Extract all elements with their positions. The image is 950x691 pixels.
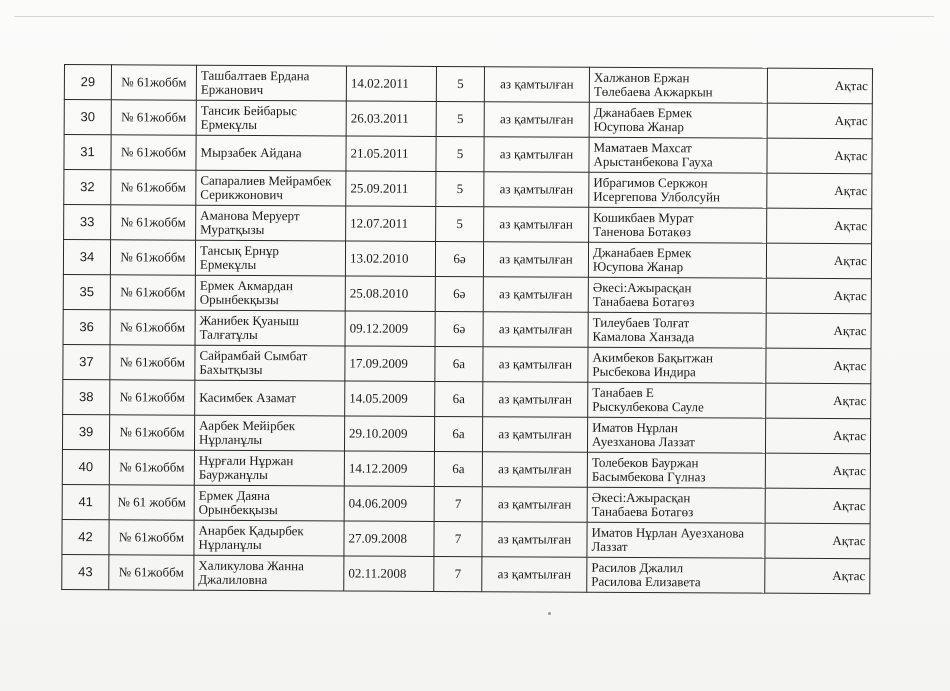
- school-cell: № 61жоббм: [111, 65, 196, 100]
- parent-name-line: Төлебаева Акжаркын: [593, 83, 713, 100]
- table-row: [62, 414, 870, 453]
- roster-body: [62, 65, 873, 594]
- place-cell: Ақтас: [765, 453, 870, 489]
- student-name-line: Сапаралиев Мейрамбек: [200, 172, 332, 189]
- student-name-line: Нұрланұлы: [198, 431, 263, 448]
- birth-date-cell: 14.05.2009: [345, 381, 435, 416]
- school-cell: № 61жоббм: [110, 380, 195, 415]
- parent-name-line: Таненова Ботакөз: [593, 223, 692, 240]
- row-number-cell: 31: [64, 135, 111, 170]
- row-number-cell: 41: [62, 484, 109, 519]
- birth-date-cell: 14.02.2011: [346, 66, 436, 101]
- status-cell: аз қамтылған: [482, 452, 587, 488]
- student-roster-table: [61, 64, 873, 594]
- place-cell: Ақтас: [766, 243, 871, 279]
- student-name-cell: [196, 205, 346, 241]
- status-cell: аз қамтылған: [484, 102, 589, 138]
- student-name-line: Ташбалтаев Ердана: [200, 67, 310, 84]
- parents-cell: [587, 452, 765, 488]
- parents-cell: [589, 207, 767, 243]
- student-name-line: Аманова Меруерт: [200, 207, 300, 224]
- school-cell: № 61жоббм: [109, 415, 194, 450]
- table-row: [64, 100, 872, 139]
- table-row: [62, 484, 870, 523]
- student-name-line: Касимбек Азамат: [199, 389, 296, 406]
- place-cell: Ақтас: [767, 68, 872, 104]
- student-name-line: Халикулова Жанна: [198, 557, 304, 574]
- grade-cell: 6ә: [435, 311, 483, 346]
- parent-name-line: Расилов Джалил: [591, 559, 684, 576]
- table-row: [64, 170, 872, 209]
- parent-name-line: Расилова Елизавета: [591, 573, 701, 590]
- grade-cell: 6а: [435, 346, 483, 381]
- grade-cell: 6ә: [435, 276, 483, 311]
- grade-cell: 5: [436, 101, 484, 136]
- grade-cell: 6а: [434, 416, 482, 451]
- table-row: [63, 344, 871, 383]
- place-cell: Ақтас: [767, 103, 872, 139]
- birth-date-cell: 29.10.2009: [344, 416, 434, 451]
- place-cell: Ақтас: [765, 558, 870, 594]
- parent-name-line: Арыстанбекова Гауха: [593, 153, 713, 170]
- parent-name-line: Акимбеков Бақытжан: [592, 349, 713, 366]
- student-name-cell: [194, 520, 344, 556]
- status-cell: аз қамтылған: [483, 347, 588, 383]
- parents-cell: [589, 172, 767, 208]
- table-row: [63, 379, 871, 418]
- student-name-line: Мырзабек Айдана: [200, 144, 302, 161]
- school-cell: № 61жоббм: [109, 450, 194, 485]
- parent-name-line: Ибрагимов Серкжон: [593, 174, 708, 191]
- place-cell: Ақтас: [765, 523, 870, 559]
- birth-date-cell: 02.11.2008: [344, 556, 434, 591]
- row-number-cell: 34: [63, 240, 110, 275]
- grade-cell: 5: [436, 66, 484, 101]
- parents-cell: [588, 242, 766, 278]
- parent-name-line: Танабаева Ботагөз: [592, 293, 695, 310]
- parents-cell: [589, 102, 767, 138]
- student-name-line: Анарбек Қадырбек: [198, 522, 304, 539]
- birth-date-cell: 13.02.2010: [345, 241, 435, 276]
- student-name-cell: [196, 100, 346, 136]
- table-row: [63, 240, 871, 279]
- student-name-line: Тансик Бейбарыс: [200, 102, 298, 119]
- place-cell: Ақтас: [765, 488, 870, 524]
- parent-name-line: Рысбекова Индира: [592, 363, 696, 380]
- table-row: [64, 65, 872, 104]
- row-number-cell: 43: [62, 554, 109, 589]
- student-name-cell: [194, 450, 344, 486]
- parent-name-line: Халжанов Ержан: [593, 69, 690, 86]
- student-name-line: Нұрланұлы: [198, 536, 262, 553]
- status-cell: аз қамтылған: [483, 242, 588, 278]
- student-name-line: Жанибек Қуаныш: [199, 312, 299, 329]
- school-cell: № 61жоббм: [109, 555, 194, 590]
- parent-name-line: Әкесі:Ажырасқан: [592, 279, 692, 296]
- row-number-cell: 30: [64, 100, 111, 135]
- row-number-cell: 37: [63, 344, 110, 379]
- parent-name-line: Кошикбаев Мурат: [593, 209, 694, 226]
- parent-name-line: Басымбекова Гүлназ: [591, 468, 706, 485]
- row-number-cell: 42: [62, 519, 109, 554]
- row-number-cell: 35: [63, 274, 110, 309]
- status-cell: аз қамтылған: [483, 312, 588, 348]
- row-number-cell: 33: [64, 205, 111, 240]
- birth-date-cell: 09.12.2009: [345, 311, 435, 346]
- row-number-cell: 39: [62, 414, 109, 449]
- grade-cell: 7: [434, 521, 482, 556]
- parent-name-line: Танабаев Е: [592, 384, 654, 401]
- parent-name-line: Тилеубаев Толғат: [592, 314, 690, 331]
- parent-name-line: Иматов Нұрлан: [592, 419, 678, 436]
- birth-date-cell: 27.09.2008: [344, 521, 434, 556]
- parents-cell: [589, 67, 767, 103]
- parents-cell: [588, 312, 766, 348]
- student-name-line: Орынбекқызы: [199, 291, 279, 308]
- grade-cell: 5: [436, 206, 484, 241]
- student-name-line: Джалиловна: [198, 571, 268, 588]
- place-cell: Ақтас: [766, 313, 871, 349]
- student-name-line: Муратқызы: [200, 221, 265, 238]
- status-cell: аз қамтылған: [483, 277, 588, 313]
- school-cell: № 61 жоббм: [109, 485, 194, 520]
- school-cell: № 61жоббм: [111, 100, 196, 135]
- student-name-line: Бауржанұлы: [198, 466, 268, 483]
- student-name-line: Сайрамбай Сымбат: [199, 347, 308, 364]
- parents-cell: [587, 487, 765, 523]
- school-cell: № 61жоббм: [111, 135, 196, 170]
- parents-cell: [587, 557, 765, 593]
- row-number-cell: 38: [63, 379, 110, 414]
- parent-name-line: Исергепова Улболсуйн: [593, 188, 720, 205]
- parents-cell: [588, 347, 766, 383]
- student-name-line: Ермекұлы: [199, 256, 257, 273]
- student-name-cell: [194, 555, 344, 591]
- parents-cell: [588, 277, 766, 313]
- table-row: [63, 274, 871, 313]
- student-name-line: Ермек Даяна: [198, 487, 270, 504]
- table-row: [64, 135, 872, 174]
- birth-date-cell: 25.09.2011: [346, 171, 436, 206]
- parent-name-line: Иматов Нұрлан Ауезханова: [591, 524, 745, 541]
- school-cell: № 61жоббм: [111, 170, 196, 205]
- status-cell: аз қамтылған: [482, 487, 587, 523]
- status-cell: аз қамтылған: [484, 137, 589, 173]
- place-cell: Ақтас: [766, 278, 871, 314]
- school-cell: № 61жоббм: [110, 345, 195, 380]
- student-name-cell: [195, 240, 345, 276]
- birth-date-cell: 26.03.2011: [346, 101, 436, 136]
- parent-name-line: Джанабаев Ермек: [593, 104, 693, 121]
- parent-name-line: Камалова Ханзада: [592, 328, 695, 345]
- student-name-cell: [196, 170, 346, 206]
- status-cell: аз қамтылған: [484, 172, 589, 208]
- row-number-cell: 32: [64, 170, 111, 205]
- student-name-line: Ержанович: [200, 81, 264, 98]
- student-name-line: Серикжонович: [200, 186, 283, 203]
- status-cell: аз қамтылған: [482, 557, 587, 593]
- school-cell: № 61жоббм: [111, 205, 196, 240]
- birth-date-cell: 14.12.2009: [344, 451, 434, 486]
- birth-date-cell: 04.06.2009: [344, 486, 434, 521]
- table-row: [62, 449, 870, 488]
- grade-cell: 7: [434, 556, 482, 591]
- status-cell: аз қамтылған: [484, 67, 589, 103]
- student-name-cell: [196, 135, 346, 171]
- student-name-cell: [196, 65, 346, 101]
- table-row: [62, 554, 870, 593]
- birth-date-cell: 21.05.2011: [346, 136, 436, 171]
- birth-date-cell: 12.07.2011: [346, 206, 436, 241]
- place-cell: Ақтас: [767, 138, 872, 174]
- student-name-line: Бахытқызы: [199, 361, 263, 378]
- school-cell: № 61жоббм: [110, 275, 195, 310]
- place-cell: Ақтас: [766, 383, 871, 419]
- student-name-line: Ермек Акмардан: [199, 277, 293, 294]
- row-number-cell: 29: [64, 65, 111, 100]
- page-edge-line: [14, 16, 934, 17]
- parent-name-line: Әкесі:Ажырасқан: [591, 489, 691, 506]
- parent-name-line: Лаззат: [591, 538, 628, 554]
- birth-date-cell: 25.08.2010: [345, 276, 435, 311]
- parents-cell: [587, 417, 765, 453]
- status-cell: аз қамтылған: [482, 417, 587, 453]
- school-cell: № 61жоббм: [110, 240, 195, 275]
- parents-cell: [588, 382, 766, 418]
- student-name-cell: [195, 310, 345, 346]
- student-name-line: Нұрғали Нұржан: [198, 452, 294, 469]
- student-name-cell: [194, 415, 344, 451]
- grade-cell: 7: [434, 486, 482, 521]
- place-cell: Ақтас: [767, 208, 872, 244]
- table-row: [64, 205, 872, 244]
- student-name-cell: [195, 345, 345, 381]
- status-cell: аз қамтылған: [483, 382, 588, 418]
- scan-speck: [548, 612, 551, 615]
- grade-cell: 6ә: [435, 241, 483, 276]
- birth-date-cell: 17.09.2009: [345, 346, 435, 381]
- grade-cell: 5: [436, 171, 484, 206]
- student-name-cell: [195, 380, 345, 416]
- parent-name-line: Юсупова Жанар: [593, 118, 684, 135]
- student-name-cell: [194, 485, 344, 521]
- parent-name-line: Рыскулбекова Сауле: [592, 398, 704, 415]
- parent-name-line: Ауезханова Лаззат: [591, 433, 695, 450]
- grade-cell: 6а: [434, 451, 482, 486]
- school-cell: № 61жоббм: [109, 520, 194, 555]
- parents-cell: [589, 137, 767, 173]
- student-name-line: Ермекұлы: [200, 116, 258, 133]
- grade-cell: 6а: [435, 381, 483, 416]
- parents-cell: [587, 522, 765, 558]
- row-number-cell: 40: [62, 449, 109, 484]
- table-row: [62, 519, 870, 558]
- grade-cell: 5: [436, 136, 484, 171]
- student-name-line: Тансық Ернұр: [199, 242, 279, 259]
- place-cell: Ақтас: [767, 173, 872, 209]
- place-cell: Ақтас: [765, 418, 870, 454]
- parent-name-line: Танабаева Ботагөз: [591, 503, 694, 520]
- parent-name-line: Юсупова Жанар: [592, 258, 684, 275]
- parent-name-line: Толебеков Бауржан: [591, 454, 699, 471]
- student-name-line: Орынбекқызы: [198, 501, 278, 518]
- status-cell: аз қамтылған: [484, 207, 589, 243]
- parent-name-line: Маматаев Махсат: [593, 139, 692, 156]
- student-name-line: Талғатұлы: [199, 326, 258, 343]
- student-name-cell: [195, 275, 345, 311]
- parent-name-line: Джанабаев Ермек: [592, 244, 692, 261]
- school-cell: № 61жоббм: [110, 310, 195, 345]
- place-cell: Ақтас: [766, 348, 871, 384]
- student-name-line: Аарбек Мейірбек: [199, 417, 296, 434]
- table-row: [63, 309, 871, 348]
- row-number-cell: 36: [63, 309, 110, 344]
- status-cell: аз қамтылған: [482, 522, 587, 558]
